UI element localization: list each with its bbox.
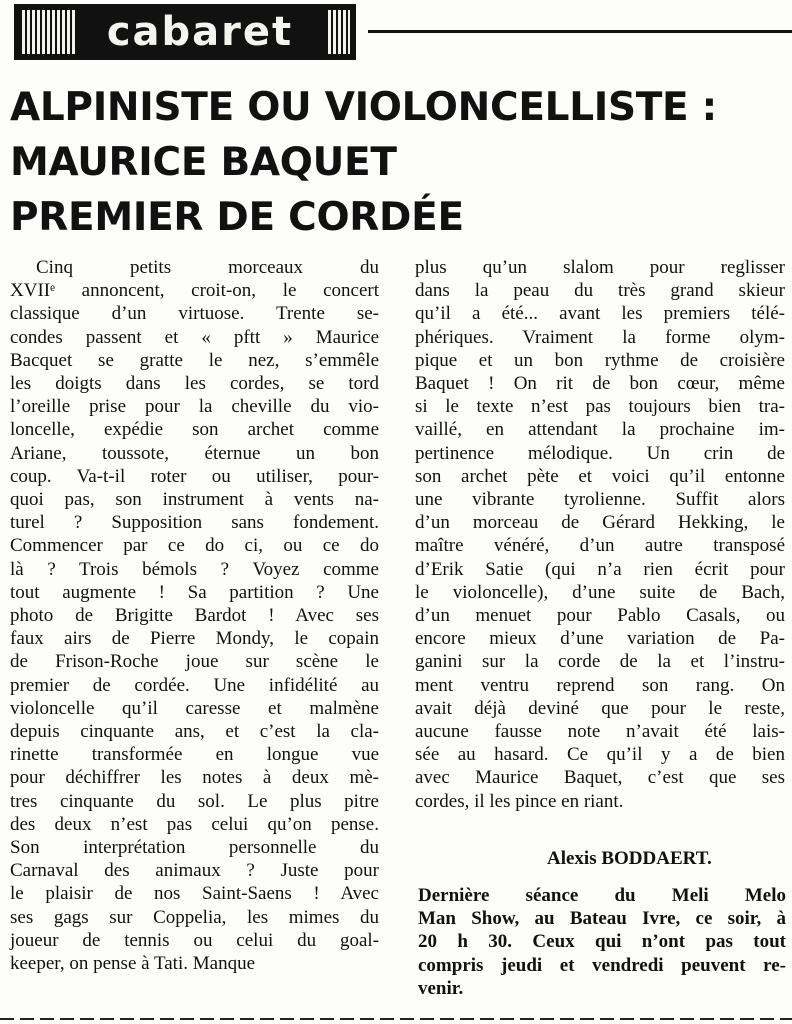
text-line: une vibrante tyrolienne. Suffit alors <box>415 489 785 511</box>
text-line: violoncelle qu’il caresse et malmène <box>10 697 379 719</box>
text-line: loncelle, expédie son archet comme <box>10 419 379 441</box>
text-line: les doigts dans les cordes, se tord <box>10 373 379 395</box>
text-line: rinette transformée en longue vue <box>10 744 379 766</box>
text-line: ment ventru reprend son rang. On <box>415 674 785 696</box>
text-line: plus qu’un slalom pour reglisser <box>415 257 785 278</box>
text-line: premier de cordée. Une infidélité au <box>10 674 379 696</box>
article-column-left <box>10 256 379 975</box>
text-line: des deux n’est pas celui qu’on pense. <box>10 813 379 835</box>
text-line: là ? Trois bémols ? Voyez comme <box>10 558 379 580</box>
text-line: Bacquet se gratte le nez, s’emmêle <box>10 349 379 371</box>
text-line: maître vénéré, d’un autre transposé <box>415 535 785 557</box>
text-line: pique et un bon rythme de croisière <box>415 349 785 371</box>
headline-line: MAURICE BAQUET <box>10 140 397 185</box>
text-line: quoi pas, son instrument à vents na- <box>10 489 379 511</box>
text-line: encore mieux d’une variation de Pa- <box>415 628 785 650</box>
text-line: coup. Va-t-il roter ou utiliser, pour- <box>10 465 379 487</box>
text-line: venir. <box>418 977 464 999</box>
author-byline: Alexis BODDAERT. <box>547 848 712 869</box>
text-line: Cinq petits morceaux du <box>36 257 379 278</box>
text-line: le plaisir de nos Saint-Saens ! Avec <box>10 883 379 905</box>
text-line: Ariane, toussote, éternue un bon <box>10 442 379 464</box>
headline-line: ALPINISTE OU VIOLONCELLISTE : <box>10 85 717 130</box>
text-line: pertinence mélodique. Un crin de <box>415 442 785 464</box>
text-line: d’un morceau de Gérard Hekking, le <box>415 512 785 534</box>
text-line: d’Erik Satie (qui n’a rien écrit pour <box>415 558 785 580</box>
text-line: Commencer par ce do ci, ou ce do <box>10 535 379 557</box>
bottom-dashed-rule <box>0 1018 792 1020</box>
text-line: son archet pète et voici qu’il entonne <box>415 465 785 487</box>
headline <box>10 80 790 245</box>
section-rubric <box>14 4 356 60</box>
text-line: faux airs de Pierre Mondy, le copain <box>10 628 379 650</box>
text-line: avait déjà deviné que pour le reste, <box>415 697 785 719</box>
text-line: sée au hasard. Ce qu’il y a de bien <box>415 744 785 766</box>
text-line: ganini sur la corde de la et l’instru- <box>415 651 785 673</box>
text-line: joueur de tennis ou celui du goal- <box>10 929 379 951</box>
text-line: vaillé, en attendant la prochaine im- <box>415 419 785 441</box>
article-column-right <box>415 256 785 813</box>
text-line: tout augmente ! Sa partition ? Une <box>10 581 379 603</box>
text-line: Man Show, au Bateau Ivre, ce soir, à <box>418 908 786 930</box>
text-line: dans la peau du très grand skieur <box>415 280 785 302</box>
show-info-footnote <box>418 884 786 1000</box>
rubric-stripe-left <box>20 10 76 54</box>
text-line: Baquet ! On rit de bon cœur, même <box>415 373 785 395</box>
text-line: keeper, on pense à Tati. Manque <box>10 953 255 975</box>
text-line: Dernière séance du Meli Melo <box>418 885 786 906</box>
text-line: tres cinquante du sol. Le plus pitre <box>10 790 379 812</box>
text-line: ses gags sur Coppelia, les mimes du <box>10 906 379 928</box>
rubric-rule <box>368 30 792 33</box>
text-line: Carnaval des animaux ? Juste pour <box>10 860 379 882</box>
text-line: si le texte n’est pas toujours bien tra- <box>415 396 785 418</box>
text-line: depuis cinquante ans, et c’est la cla- <box>10 721 379 743</box>
text-line: qu’il a été... avant les premiers télé- <box>415 303 785 325</box>
rubric-label: cabaret <box>76 10 324 54</box>
text-line: turel ? Supposition sans fondement. <box>10 512 379 534</box>
text-line: le violoncelle), d’une suite de Bach, <box>415 581 785 603</box>
text-line: l’oreille prise pour la cheville du vio- <box>10 396 379 418</box>
text-line: compris jeudi et vendredi peuvent re- <box>418 954 786 976</box>
text-line: photo de Brigitte Bardot ! Avec ses <box>10 605 379 627</box>
text-line: cordes, il les pince en riant. <box>415 790 624 812</box>
text-line: Son interprétation personnelle du <box>10 837 379 859</box>
text-line: 20 h 30. Ceux qui n’ont pas tout <box>418 931 786 953</box>
text-line: phériques. Vraiment la forme olym- <box>415 326 785 348</box>
rubric-stripe-right <box>326 10 350 54</box>
text-line: XVIIᵉ annoncent, croit-on, le concert <box>10 280 379 302</box>
text-line: aucune fausse note n’avait été lais- <box>415 721 785 743</box>
text-line: condes passent et « pftt » Maurice <box>10 326 379 348</box>
text-line: de Frison-Roche joue sur scène le <box>10 651 379 673</box>
headline-line: PREMIER DE CORDÉE <box>10 195 464 240</box>
text-line: avec Maurice Baquet, c’est que ses <box>415 767 785 789</box>
text-line: pour déchiffrer les notes à deux mè- <box>10 767 379 789</box>
text-line: d’un menuet pour Pablo Casals, ou <box>415 605 785 627</box>
text-line: classique d’un virtuose. Trente se- <box>10 303 379 325</box>
